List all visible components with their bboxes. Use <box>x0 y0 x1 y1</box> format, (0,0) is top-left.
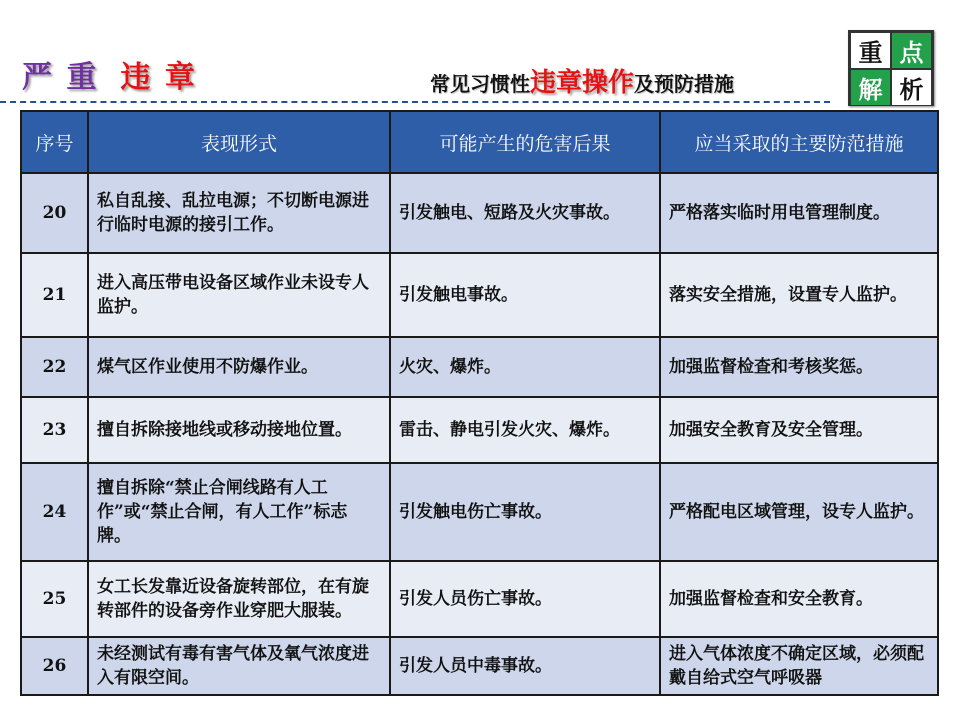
row-form: 擅自拆除接地线或移动接地位置。 <box>88 397 390 463</box>
header-form: 表现形式 <box>88 111 390 173</box>
row-harm: 引发人员伤亡事故。 <box>390 561 660 637</box>
row-number: 23 <box>21 397 88 463</box>
row-harm: 火灾、爆炸。 <box>390 337 660 397</box>
row-number: 26 <box>21 637 88 695</box>
row-harm: 引发触电、短路及火灾事故。 <box>390 173 660 253</box>
key-analysis-badge <box>848 30 934 106</box>
row-number: 20 <box>21 173 88 253</box>
title-part-violation: 违 章 <box>120 60 197 95</box>
row-number: 22 <box>21 337 88 397</box>
row-measure: 进入气体浓度不确定区域，必须配戴自给式空气呼吸器 <box>660 637 938 695</box>
row-measure: 加强监督检查和考核奖惩。 <box>660 337 938 397</box>
row-form: 进入高压带电设备区域作业未设专人监护。 <box>88 253 390 337</box>
row-measure: 加强安全教育及安全管理。 <box>660 397 938 463</box>
row-harm: 引发触电伤亡事故。 <box>390 463 660 561</box>
subtitle-suffix: 及预防措施 <box>634 72 735 96</box>
table-row <box>21 397 938 463</box>
row-form: 擅自拆除“禁止合闸线路有人工作”或“禁止合闸，有人工作”标志牌。 <box>88 463 390 561</box>
table-row <box>21 337 938 397</box>
subtitle-prefix: 常见习惯性 <box>430 72 530 96</box>
badge-char: 析 <box>892 70 931 105</box>
row-form: 女工长发靠近设备旋转部位，在有旋转部件的设备旁作业穿肥大服装。 <box>88 561 390 637</box>
row-number: 25 <box>21 561 88 637</box>
row-harm: 引发触电事故。 <box>390 253 660 337</box>
row-number: 21 <box>21 253 88 337</box>
slide-subtitle <box>430 62 734 99</box>
row-form: 私自乱接、乱拉电源；不切断电源进行临时电源的接引工作。 <box>88 173 390 253</box>
violations-table <box>20 110 939 696</box>
title-part-severe: 严 重 <box>22 60 99 95</box>
row-measure: 落实安全措施，设置专人监护。 <box>660 253 938 337</box>
row-form: 未经测试有毒有害气体及氧气浓度进入有限空间。 <box>88 637 390 695</box>
table-row <box>21 253 938 337</box>
row-measure: 严格落实临时用电管理制度。 <box>660 173 938 253</box>
table-row <box>21 463 938 561</box>
header-harm: 可能产生的危害后果 <box>390 111 660 173</box>
row-measure: 加强监督检查和安全教育。 <box>660 561 938 637</box>
badge-char: 重 <box>851 33 890 68</box>
header-divider <box>0 101 830 103</box>
badge-char: 解 <box>851 70 890 105</box>
row-harm: 雷击、静电引发火灾、爆炸。 <box>390 397 660 463</box>
badge-char: 点 <box>892 33 931 68</box>
subtitle-highlight: 违章操作 <box>530 68 635 98</box>
row-form: 煤气区作业使用不防爆作业。 <box>88 337 390 397</box>
row-number: 24 <box>21 463 88 561</box>
table-row <box>21 173 938 253</box>
table-header-row <box>21 111 938 173</box>
header-number: 序号 <box>21 111 88 173</box>
header-measure: 应当采取的主要防范措施 <box>660 111 938 173</box>
table-row <box>21 637 938 695</box>
row-measure: 严格配电区域管理，设专人监护。 <box>660 463 938 561</box>
table-row <box>21 561 938 637</box>
slide-title <box>22 52 197 96</box>
slide-header <box>0 0 960 110</box>
row-harm: 引发人员中毒事故。 <box>390 637 660 695</box>
